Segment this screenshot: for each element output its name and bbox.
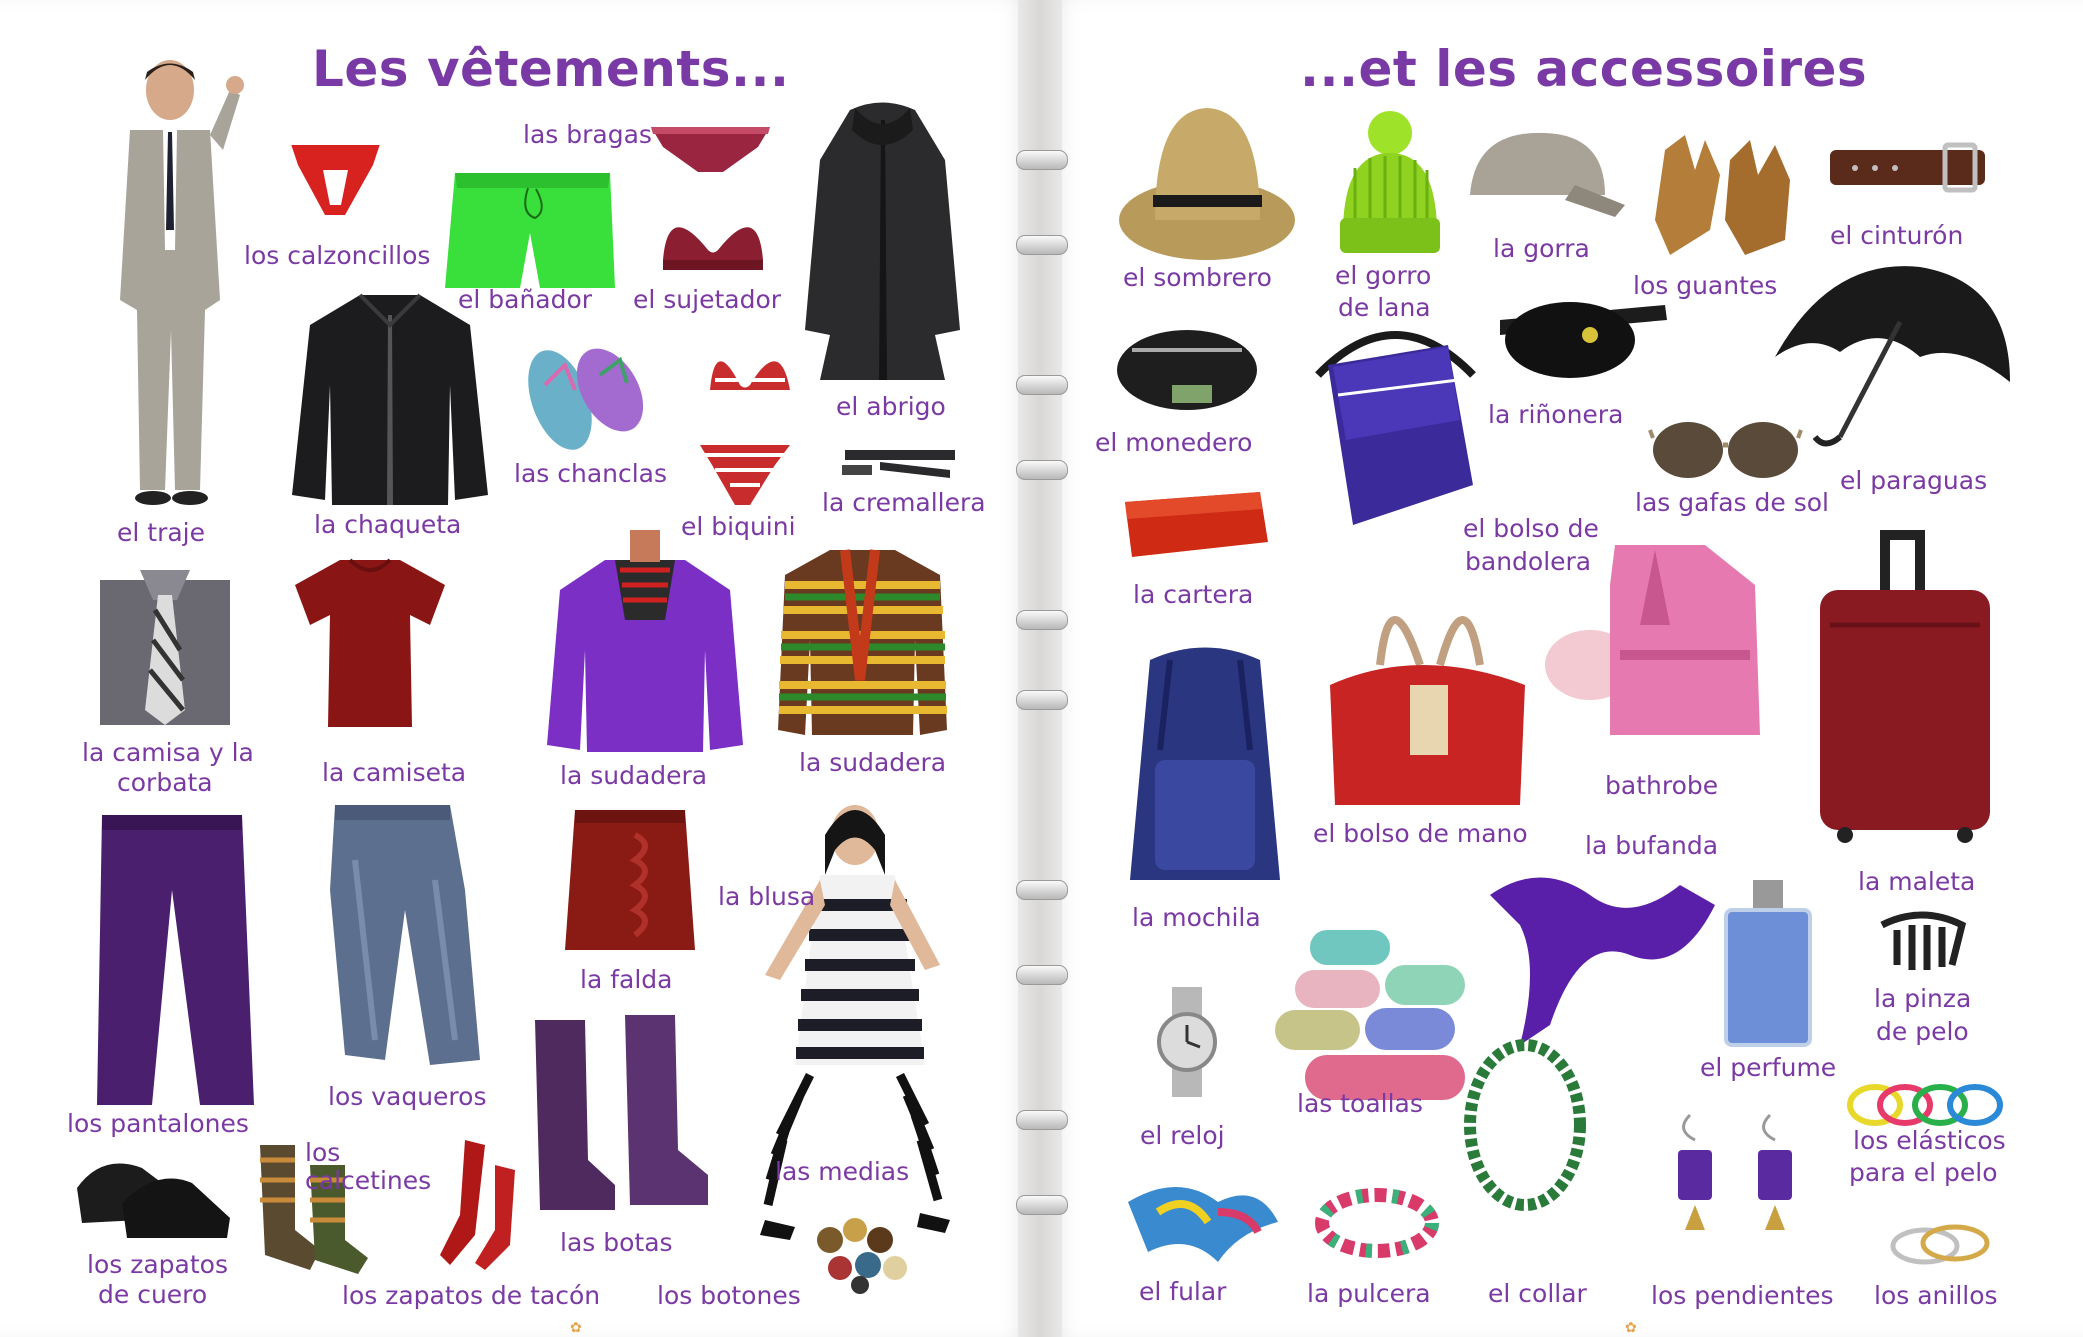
label-silk-scarf: el fular [1139, 1277, 1227, 1306]
backpack-image [1110, 640, 1295, 890]
label-bracelet: la pulcera [1307, 1279, 1431, 1308]
label-bra: el sujetador [633, 285, 782, 314]
label-briefs: los calzoncillos [244, 241, 431, 270]
label-buttons: los botones [657, 1281, 801, 1310]
label-gloves: los guantes [1633, 271, 1778, 300]
bra-image [658, 190, 768, 275]
towels-image [1265, 920, 1475, 1110]
label-messenger-bag-line1: el bolso de [1463, 514, 1599, 543]
label-socks-line2: calcetines [305, 1166, 432, 1195]
bikini-image [690, 325, 800, 515]
striped-sweater-image [775, 530, 950, 740]
scarf-image [1480, 855, 1725, 1055]
label-coin-purse: el monedero [1095, 428, 1253, 457]
label-handbag: el bolso de mano [1313, 819, 1528, 848]
label-umbrella: el paraguas [1840, 466, 1988, 495]
label-suit: el traje [117, 518, 206, 547]
wallet-image [1120, 487, 1270, 562]
label-rings: los anillos [1874, 1281, 1998, 1310]
page-ornament-right: ✿ [1625, 1320, 1637, 1336]
page-ornament-left: ✿ [570, 1320, 582, 1336]
label-coat: el abrigo [836, 392, 946, 421]
label-hair-clip-line1: la pinza [1874, 984, 1972, 1013]
label-towels: las toallas [1297, 1089, 1423, 1118]
label-t-shirt: la camiseta [322, 758, 467, 787]
purple-hoodie-image [545, 530, 745, 755]
rings-image [1885, 1218, 1995, 1268]
straw-hat-image [1115, 100, 1300, 265]
label-leather-shoes-line2: de cuero [98, 1280, 208, 1309]
flip-flops-image [515, 345, 655, 455]
label-messenger-bag-line2: bandolera [1465, 547, 1592, 576]
label-suitcase: la maleta [1858, 867, 1976, 896]
leather-shoes-image [72, 1148, 232, 1243]
suitcase-image [1810, 525, 1995, 845]
label-jeans: los vaqueros [328, 1082, 487, 1111]
label-bathrobe: bathrobe [1605, 771, 1719, 800]
label-shirt-and-tie-line2: corbata [117, 768, 213, 797]
label-cap: la gorra [1493, 234, 1590, 263]
zipper-image [840, 440, 960, 490]
panties-image [648, 122, 773, 177]
label-hair-bands-line2: para el pelo [1849, 1158, 1998, 1187]
label-boots: las botas [560, 1228, 673, 1257]
gloves-image [1650, 130, 1805, 260]
belt-image [1825, 140, 1990, 200]
label-fanny-pack: la riñonera [1488, 400, 1624, 429]
buttons-image [810, 1210, 915, 1295]
book-gutter [1018, 0, 1062, 1337]
briefs-image [283, 125, 388, 220]
purple-trousers-image [82, 810, 257, 1110]
label-trousers: los pantalones [67, 1109, 249, 1138]
label-necklace: el collar [1488, 1279, 1587, 1308]
hair-clip-image [1872, 905, 1972, 975]
label-swim-shorts: el bañador [458, 285, 593, 314]
sunglasses-image [1648, 410, 1803, 485]
binding-ring [1016, 1110, 1068, 1130]
label-beanie-line1: el gorro [1335, 261, 1432, 290]
t-shirt-image [290, 555, 450, 730]
coat-image [795, 100, 970, 385]
label-perfume: el perfume [1700, 1053, 1837, 1082]
label-socks-line1: los [305, 1138, 341, 1167]
label-hair-bands-line1: los elásticos [1853, 1126, 2006, 1155]
label-zipper: la cremallera [822, 488, 986, 517]
wool-beanie-image [1335, 108, 1445, 258]
handbag-image [1320, 575, 1535, 810]
label-watch: el reloj [1140, 1121, 1225, 1150]
label-tights: las medias [775, 1157, 910, 1186]
watch-image [1150, 985, 1225, 1100]
binding-ring [1016, 610, 1068, 630]
shirt-and-tie-image [95, 560, 235, 730]
label-beanie-line2: de lana [1338, 293, 1431, 322]
umbrella-image [1770, 262, 2015, 452]
binding-ring [1016, 375, 1068, 395]
binding-ring [1016, 965, 1068, 985]
label-leather-shoes-line1: los zapatos [87, 1250, 228, 1279]
cap-image [1465, 125, 1630, 220]
messenger-bag-image [1308, 325, 1483, 535]
perfume-image [1718, 875, 1818, 1050]
left-page-title: Les vêtements... [312, 40, 790, 98]
label-shirt-and-tie-line1: la camisa y la [82, 738, 254, 767]
binding-ring [1016, 880, 1068, 900]
label-flip-flops: las chanclas [514, 459, 668, 488]
earrings-image [1660, 1110, 1810, 1270]
label-hair-clip-line2: de pelo [1876, 1017, 1969, 1046]
label-belt: el cinturón [1830, 221, 1964, 250]
right-page-title: ...et les accessoires [1300, 40, 1868, 98]
binding-ring [1016, 1195, 1068, 1215]
label-hat: el sombrero [1123, 263, 1272, 292]
label-blouse: la blusa [718, 882, 816, 911]
bracelet-image [1312, 1185, 1442, 1260]
binding-ring [1016, 690, 1068, 710]
leather-jacket-image [290, 285, 490, 510]
label-scarf: la bufanda [1585, 831, 1719, 860]
skirt-image [560, 805, 700, 955]
label-jacket: la chaqueta [314, 510, 462, 539]
label-wallet: la cartera [1133, 580, 1254, 609]
label-sunglasses: las gafas de sol [1635, 488, 1829, 517]
label-high-heels: los zapatos de tacón [342, 1281, 601, 1310]
label-bikini: el biquini [681, 512, 796, 541]
label-hoodie: la sudadera [560, 761, 708, 790]
necklace-image [1460, 1035, 1590, 1215]
label-earrings: los pendientes [1651, 1281, 1834, 1310]
binding-ring [1016, 460, 1068, 480]
suit-man-image [95, 50, 245, 515]
label-sweater: la sudadera [799, 748, 947, 777]
swim-shorts-image [440, 163, 620, 298]
silk-scarf-image [1118, 1172, 1283, 1267]
coin-purse-image [1112, 325, 1262, 415]
high-heels-image [435, 1135, 525, 1275]
label-backpack: la mochila [1132, 903, 1261, 932]
binding-ring [1016, 235, 1068, 255]
jeans-image [325, 800, 485, 1070]
binding-ring [1016, 150, 1068, 170]
label-panties: las bragas [523, 120, 652, 149]
boots-image [530, 1010, 710, 1220]
label-skirt: la falda [580, 965, 673, 994]
